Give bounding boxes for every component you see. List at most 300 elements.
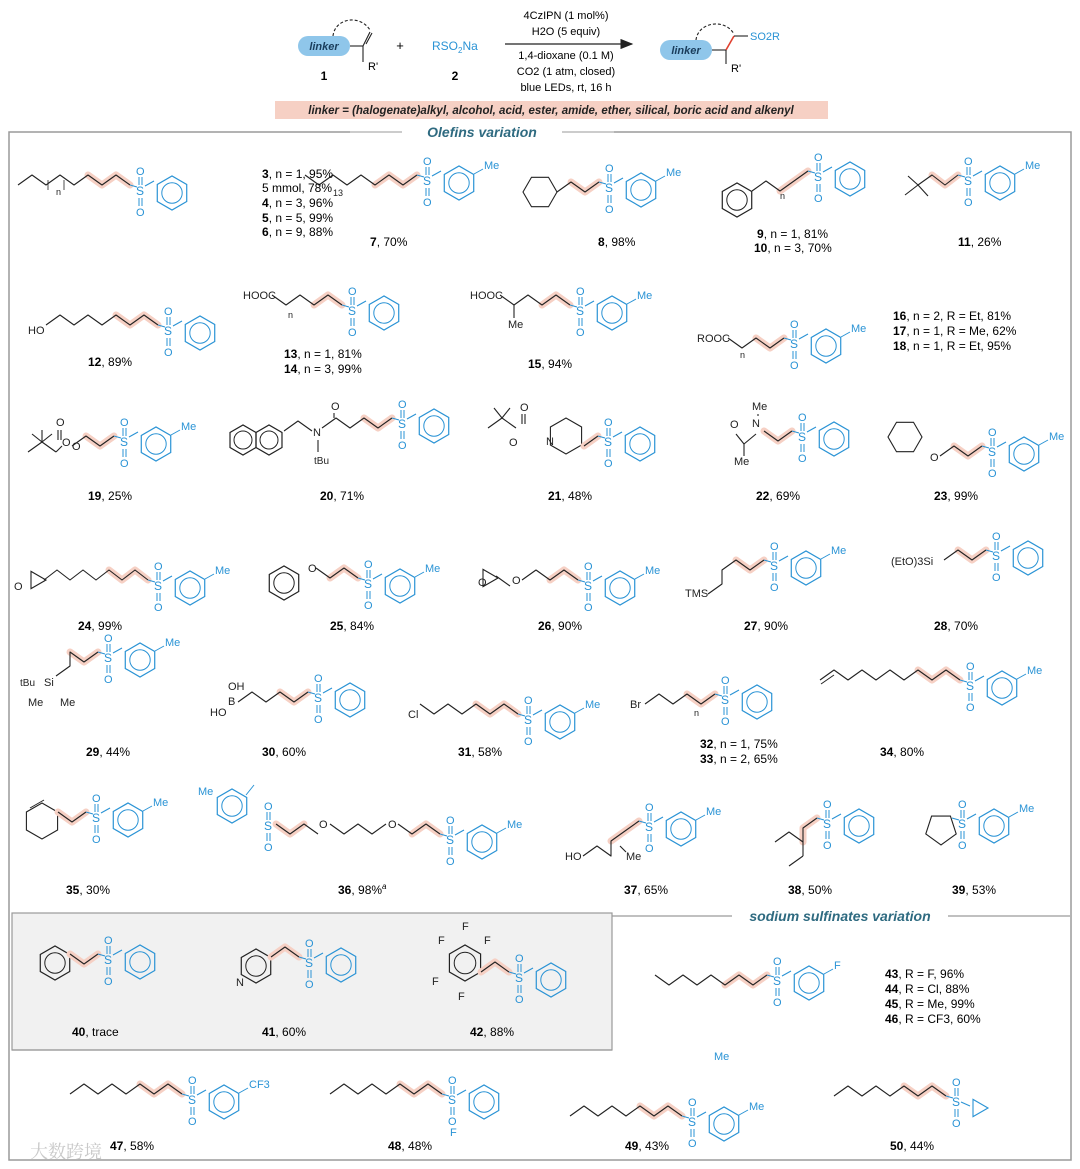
atom-label: Si [44,677,54,689]
compound-yield: , 48% [401,1139,433,1153]
svg-text:R': R' [731,63,742,75]
atom-label: S [104,651,113,665]
compound-yield: , n = 1, 81% [763,227,829,241]
atom-label: S [798,430,807,444]
ring-pi [840,169,860,189]
atom-label: Me [637,290,653,302]
atom-label: O [524,695,533,707]
ring-pi [849,816,869,836]
atom-label: O [92,834,101,846]
compound-yield: , 53% [965,883,997,897]
compound-label [890,1139,934,1153]
sulfone-group [964,156,973,209]
bond [807,427,816,432]
ring-pi [118,810,138,830]
atom-label: TMS [685,588,709,600]
compound-yield: , 88% [483,1025,515,1039]
bond [171,430,180,435]
bond-chain [488,418,516,428]
atom-label: S [154,579,163,593]
compound-yield: , 58% [471,745,503,759]
ring-pi [1014,444,1034,464]
atom-label: S [584,579,593,593]
sulfone-group [348,286,357,339]
compound-number: 19 [88,489,102,503]
sulfone-group [136,166,145,219]
atom-label: O [964,197,973,209]
compound-label [262,196,333,210]
compound-number: 20 [320,489,334,503]
compound-number: 14 [284,362,298,376]
atom-label: S [604,435,613,449]
atom-label: Me [1019,803,1035,815]
atom-label: O [576,286,585,298]
aromatic-ring [1013,541,1042,575]
compound-label [757,227,828,241]
ring-pi [990,173,1010,193]
bond [145,181,154,186]
compound-number: 28 [934,619,948,633]
compound-yield: , 89% [101,355,133,369]
compound-yield: , n = 9, 88% [268,225,334,239]
aliphatic-ring [31,571,46,588]
bond [42,434,52,442]
atom-label: S [515,971,524,985]
highlight [330,568,358,578]
bond-chain [284,421,312,431]
atom-label: O [331,401,340,413]
atom-label: F [458,991,465,1003]
compound-number: 13 [284,347,298,361]
atom-label: Me [425,563,441,575]
highlight [542,295,570,305]
svg-text:blue LEDs, rt, 16 h: blue LEDs, rt, 16 h [520,82,612,94]
sulfone-group [314,673,323,726]
highlight [958,550,986,560]
atom-label: O [770,582,779,594]
aromatic-ring [791,551,820,585]
compound-number: 3 [262,167,269,181]
bond [635,574,644,579]
highlight [764,431,792,441]
bond [143,806,152,811]
atom-label: O [188,1116,197,1128]
compound-yield: , R = Me, 99% [898,997,975,1011]
ring-pi [222,796,242,816]
bond [997,442,1006,447]
bond [627,299,636,304]
compound-label [262,181,332,195]
compound-number: 7 [370,235,377,249]
compound-number: 26 [538,619,552,633]
atom-label: tBu [314,456,330,467]
sulfone-group [645,802,654,855]
bond [1001,546,1010,551]
atom-label: O [958,799,967,811]
ring-pi [631,180,651,200]
compound-number: 45 [885,997,899,1011]
bond [973,171,982,176]
atom-label: O [814,193,823,205]
atom-label: O [515,994,524,1006]
sulfone-group [364,559,373,612]
bond [908,176,918,185]
sulfone-group [958,799,967,852]
compound-yield: , 80% [893,745,925,759]
atom-label: (EtO)3Si [891,556,934,568]
atom-label: HO [565,851,582,863]
atom-label: Me [508,319,524,331]
aromatic-ring [125,643,154,677]
compound-label [624,883,668,897]
bond [197,1090,206,1095]
atom-label: S [645,820,654,834]
compound-label [370,235,408,249]
highlight [70,652,98,662]
bond-chain [28,442,56,452]
bond [696,815,705,820]
aromatic-ring [467,825,496,859]
ring-pi [130,650,150,670]
compound-number: 27 [744,619,758,633]
sulfone-group [104,633,113,686]
atom-label: S [576,304,585,318]
atom-label: F [432,976,439,988]
atom-label: Me [153,797,169,809]
aromatic-ring [709,1107,738,1141]
compound-number: 4 [262,196,269,210]
compound-label [625,1139,669,1153]
atom-label: O [164,306,173,318]
atom-label: O [645,802,654,814]
atom-label: F [438,935,445,947]
compound-yield: , n = 1, R = Et, 95% [906,339,1012,353]
compound-yield: , 70% [947,619,979,633]
atom-label: S [790,337,799,351]
bond [432,171,441,176]
highlight [571,182,599,192]
atom-label: O [364,559,373,571]
aromatic-ring [811,329,840,363]
compound-number: 40 [72,1025,86,1039]
compound-yield: , n = 1, R = Me, 62% [906,324,1017,338]
svg-text:linker: linker [671,45,701,57]
sulfone-group [584,561,593,614]
compound-number: 50 [890,1139,904,1153]
bond [821,554,830,559]
aromatic-ring [256,425,282,455]
aromatic-ring [979,809,1008,843]
compound-yield: , 25% [101,489,133,503]
aromatic-ring [141,427,170,461]
bond [613,432,622,437]
aliphatic-ring [973,1099,988,1116]
aliphatic-ring [926,816,956,845]
atom-label: Me [484,160,500,172]
aromatic-ring [742,685,771,719]
atom-label: O [308,563,317,575]
atom-label: Me [165,637,181,649]
compound-number: 5 [262,211,269,225]
atom-label: O [798,412,807,424]
atom-label: O [314,673,323,685]
atom-label: O [264,801,273,813]
compound-label [262,211,333,225]
compound-yield: , 90% [757,619,789,633]
compound-label [458,745,502,759]
atom-label: S [448,1093,457,1107]
atom-label: O [992,572,1001,584]
compound-number: 34 [880,745,894,759]
atom-label: O [814,152,823,164]
atom-label: Me [645,565,661,577]
compound-yield: , 60% [275,745,307,759]
atom-label: S [770,559,779,573]
bond [656,176,665,181]
atom-label: S [814,170,823,184]
aromatic-ring [722,183,751,217]
ring-pi [602,303,622,323]
atom-label: S [314,691,323,705]
compound-label [893,309,1011,323]
compound-yield: , n = 2, 65% [713,752,778,766]
compound-number: 8 [598,235,605,249]
atom-label: n [780,191,786,201]
compound-label [548,489,592,503]
compound-yield: , 90% [551,619,583,633]
ring-pi [630,434,650,454]
atom-label: O [688,1097,697,1109]
compound-number: 29 [86,745,100,759]
aromatic-ring [666,812,695,846]
atom-label: 13 [333,188,344,198]
atom-label: O [770,541,779,553]
atom-label: O [952,1077,961,1089]
atom-label: O [584,561,593,573]
compound-label [700,737,778,751]
compound-label [934,489,978,503]
aromatic-ring [844,809,873,843]
atom-label: n [694,708,700,718]
atom-label: B [228,696,236,708]
atom-label: O [314,714,323,726]
compound-label [262,225,333,239]
compound-yield: , n = 2, R = Et, 81% [906,309,1012,323]
atom-label: ROOC [697,333,730,345]
svg-text:1,4-dioxane (0.1 M): 1,4-dioxane (0.1 M) [518,50,614,62]
atom-label: O [388,819,397,831]
atom-label: tBu [20,678,36,689]
bond [357,301,366,306]
atom-label: O [423,197,432,209]
compound-number: 49 [625,1139,639,1153]
atom-label: S [988,445,997,459]
compound-number: 47 [110,1139,124,1153]
atom-label: O [604,417,613,429]
atom-label: Me [666,167,682,179]
atom-label: Me [198,786,214,798]
atom-label: O [790,360,799,372]
compound-label [538,619,582,633]
svg-text:1: 1 [320,69,328,83]
atom-label: S [305,956,314,970]
compound-number: 32 [700,737,714,751]
atom-label: S [164,324,173,338]
compound-yield: , n = 3, 96% [268,196,334,210]
conditions [517,10,615,94]
sulfone-group [446,815,455,868]
sulfone-group [524,695,533,748]
atom-label: S [264,819,273,833]
compound-number: 18 [893,339,907,353]
aromatic-ring [113,803,142,837]
highlight [736,560,764,570]
aromatic-ring [597,296,626,330]
aromatic-ring [626,173,655,207]
atom-label: O [72,441,81,453]
compound-label [885,967,964,981]
compound-yield: , 58% [123,1139,155,1153]
bond [407,414,416,419]
compound-label [110,1139,154,1153]
atom-label: O [478,577,487,589]
bond [799,334,808,339]
compound-yield: , n = 3, 99% [297,362,362,376]
atom-label: O [952,1118,961,1130]
compound-yield: , R = Cl, 88% [898,982,970,996]
compound-number: 22 [756,489,770,503]
atom-label: Me [215,565,231,577]
atom-label: S [446,833,455,847]
aromatic-ring [269,566,298,600]
compound-yield: , n = 1, 75% [713,737,778,751]
atom-label: O [605,204,614,216]
atom-label: Me [28,697,44,709]
atom-label: O [688,1138,697,1150]
bond [782,971,791,976]
compound-label [885,982,970,996]
bond [502,408,510,418]
compound-number: 12 [88,355,102,369]
atom-label: O [604,458,613,470]
highlight [314,295,342,305]
atom-label: O [305,938,314,950]
compound-label [262,1025,306,1039]
aromatic-ring [819,422,848,456]
compound-yield: , 30% [79,883,111,897]
bond [614,178,623,183]
atom-label: O [348,286,357,298]
atom-label: O [576,327,585,339]
compound-label [86,745,130,759]
compound-label [66,883,110,897]
sulfone-group [790,319,799,372]
aromatic-ring [444,166,473,200]
ring-pi [274,573,294,593]
compound-label [338,882,387,897]
compound-number: 23 [934,489,948,503]
atom-label: O [448,1075,457,1087]
ring-pi [390,576,410,596]
atom-label: O [823,799,832,811]
sulfone-group [398,399,407,452]
bond [173,321,182,326]
compound-number: 44 [885,982,899,996]
compound-label [788,883,832,897]
ring-pi [234,431,252,449]
highlight [364,418,392,428]
bond [113,648,122,653]
highlight [932,175,958,185]
atom-label: Me [851,323,867,335]
sulfone-group [605,163,614,216]
atom-label: Me [626,851,642,863]
aromatic-ring [985,166,1014,200]
section-title-olefins: Olefins variation [427,124,537,140]
ring-pi [550,712,570,732]
atom-label: O [966,661,975,673]
atom-label: S [773,974,782,988]
ring-pi [424,416,444,436]
compound-label [744,619,788,633]
atom-label: Me [585,699,601,711]
sulfone-group [188,1075,197,1128]
compound-number: 36 [338,883,352,897]
atom-label: O [515,953,524,965]
compound-label [78,619,122,633]
highlight [803,818,817,842]
atom-label: Me [507,819,523,831]
atom-label: O [154,561,163,573]
compound-yield: , 69% [769,489,801,503]
atom-label: O [448,1116,457,1128]
svg-text:2: 2 [451,69,459,83]
compound-label [284,347,362,361]
ring-pi [816,336,836,356]
aliphatic-ring [523,177,557,206]
aromatic-ring [545,705,574,739]
atom-label: O [524,736,533,748]
bond-chain [330,824,386,834]
atom-label: O [104,935,113,947]
atom-label: O [188,1075,197,1087]
bond [497,828,506,833]
atom-label: O [823,840,832,852]
atom-label: O [104,633,113,645]
sulfone-group [515,953,524,1006]
ring-pi [374,303,394,323]
bond [821,675,834,684]
atom-label: Me [1025,160,1041,172]
atom-label: O [509,437,518,449]
bond [779,556,788,561]
bond [1039,440,1048,445]
bond [415,572,424,577]
compound-yield: , 99% [947,489,979,503]
atom-label: O [348,327,357,339]
compound-yield: , 65% [637,883,669,897]
bond [457,1090,466,1095]
atom-label: O [364,600,373,612]
compound-yield: , 94% [541,357,573,371]
sulfone-group [823,799,832,852]
compound-number: 48 [388,1139,402,1153]
atom-label: O [988,427,997,439]
ring-pi [799,973,819,993]
bond [575,708,584,713]
compound-number: 31 [458,745,472,759]
compound-label [700,752,778,766]
